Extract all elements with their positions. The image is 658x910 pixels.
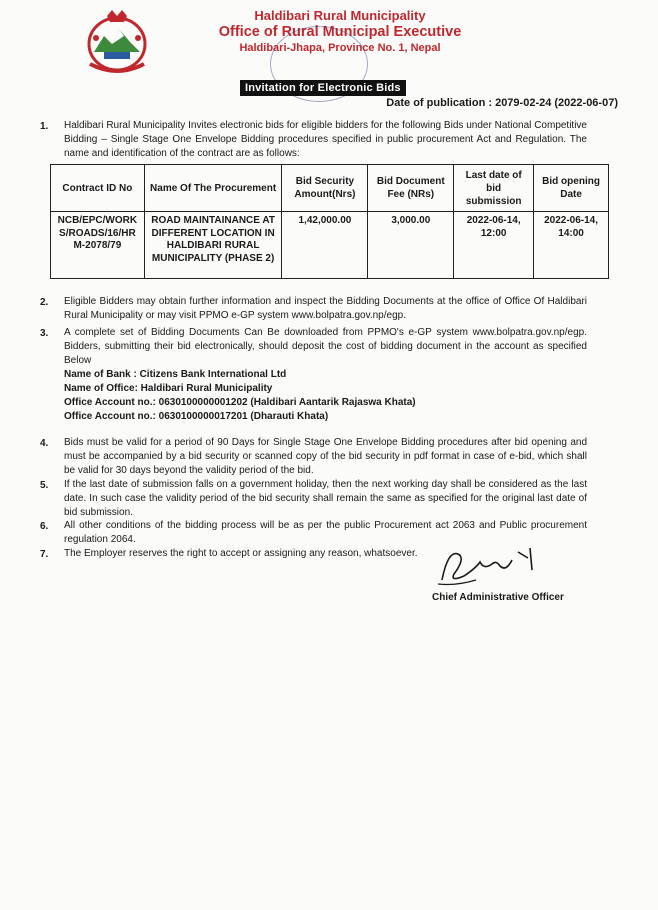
item-text: All other conditions of the bidding process will be as per the public Procurement act 2063 and Public procurement regulation 2064. bbox=[64, 520, 587, 546]
column-header: Bid Document Fee (NRs) bbox=[368, 165, 454, 212]
signatory-title: Chief Administrative Officer bbox=[432, 592, 564, 603]
municipality-emblem-logo bbox=[82, 8, 152, 76]
office-account-1: Office Account no.: 0630100000001202 (Haldibari Aantarik Rajaswa Khata) bbox=[64, 397, 416, 408]
item-number: 6. bbox=[40, 521, 49, 532]
bank-name: Name of Bank : Citizens Bank International Ltd bbox=[64, 369, 287, 380]
procurement-name-cell: ROAD MAINTAINANCE AT DIFFERENT LOCATION IN HALDIBARI RURAL MUNICIPALITY (PHASE 2) bbox=[144, 212, 282, 279]
column-header: Name Of The Procurement bbox=[144, 165, 282, 212]
column-header: Bid opening Date bbox=[534, 165, 609, 212]
item-text: Haldibari Rural Municipality Invites electronic bids for eligible bidders for the following Bids under National Competitive Bidding – Single Stage One Envelope Bidding procedures specified in public procurement Act and Regulation. The name and identification of the contract are as follows: bbox=[64, 120, 587, 160]
bids-table bbox=[50, 164, 609, 279]
contract-id-cell: NCB/EPC/WORKS/ROADS/16/HRM-2078/79 bbox=[51, 212, 145, 279]
column-header: Bid Security Amount(Nrs) bbox=[282, 165, 368, 212]
office-name: Office of Rural Municipal Executive bbox=[218, 24, 462, 40]
office-account-2: Office Account no.: 0630100000017201 (Dharauti Khata) bbox=[64, 411, 329, 422]
document-fee-cell: 3,000.00 bbox=[368, 212, 454, 279]
item-number: 4. bbox=[40, 438, 49, 449]
item-text: A complete set of Bidding Documents Can Be downloaded from PPMO's e-GP system www.bolpatra.gov.np/egp. Bidders, submitting their bid electronically, should deposit the cost of bidding document in the account as specified Below bbox=[64, 327, 587, 367]
municipality-name: Haldibari Rural Municipality bbox=[254, 8, 426, 23]
publication-date: Date of publication : 2079-02-24 (2022-06-07) bbox=[386, 97, 618, 109]
item-number: 5. bbox=[40, 480, 49, 491]
item-text: Eligible Bidders may obtain further information and inspect the Bidding Documents at the office of Office Of Haldibari Rural Municipality or may visit PPMO e-GP system www.bolpatra.gov.np/egp. bbox=[64, 296, 587, 322]
item-text: If the last date of submission falls on a government holiday, then the next working day shall be considered as the last date. In such case the validity period of the bid security shall remain the same as specified for the original last date of bid submission. bbox=[64, 479, 587, 519]
notice-title: Invitation for Electronic Bids bbox=[240, 80, 406, 96]
office-name-bank: Name of Office: Haldibari Rural Municipality bbox=[64, 383, 273, 394]
table-header-row bbox=[51, 165, 609, 212]
item-number: 2. bbox=[40, 297, 49, 308]
bid-security-cell: 1,42,000.00 bbox=[282, 212, 368, 279]
column-header: Contract ID No bbox=[51, 165, 145, 212]
opening-date-cell: 2022-06-14, 14:00 bbox=[534, 212, 609, 279]
item-text: The Employer reserves the right to accept or assigning any reason, whatsoever. bbox=[64, 548, 418, 559]
item-number: 7. bbox=[40, 549, 49, 560]
office-address: Haldibari-Jhapa, Province No. 1, Nepal bbox=[239, 42, 441, 54]
table-row bbox=[51, 212, 609, 279]
item-text: Bids must be valid for a period of 90 Days for Single Stage One Envelope Bidding procedures after bid opening and must be accompanied by a bid security or scanned copy of the bid security in pdf format in case of e-bid, which shall be valid for 30 days beyond the validity period of the bid. bbox=[64, 437, 587, 477]
last-submission-cell: 2022-06-14, 12:00 bbox=[454, 212, 534, 279]
item-number: 3. bbox=[40, 328, 49, 339]
signature bbox=[436, 540, 546, 588]
column-header: Last date of bid submission bbox=[454, 165, 534, 212]
item-number: 1. bbox=[40, 121, 49, 132]
